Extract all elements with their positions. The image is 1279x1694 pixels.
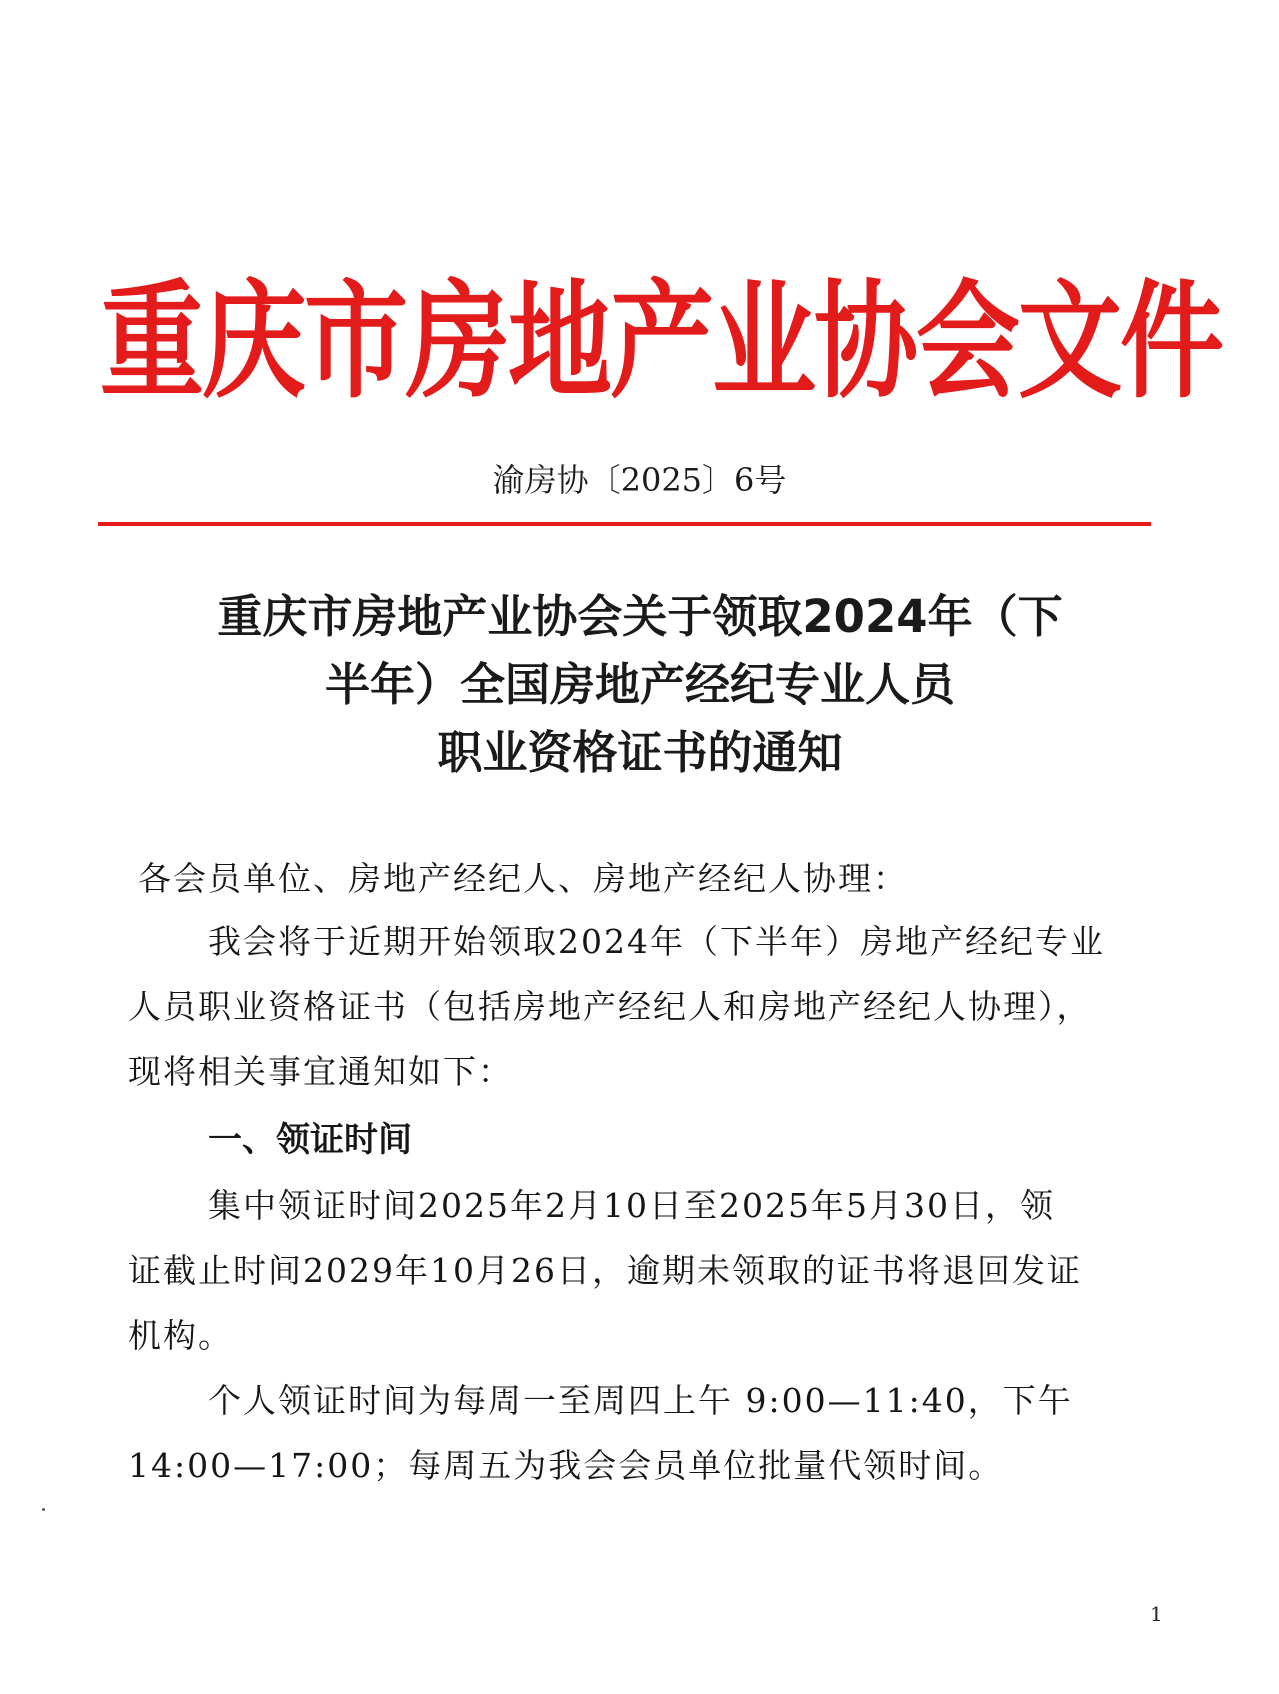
section-heading-collection-time: 一、领证时间 [208,1120,412,1160]
collection-period-line-1: 集中领证时间2025年2月10日至2025年5月30日，领 [208,1186,1055,1225]
collection-period-line-3: 机构。 [128,1316,233,1355]
collection-period-line-2: 证截止时间2029年10月26日，逾期未领取的证书将退回发证 [128,1251,1082,1290]
masthead-title: 重庆市房地产业协会文件 [100,267,1223,416]
intro-line-1: 我会将于近期开始领取2024年（下半年）房地产经纪专业 [208,922,1105,961]
scan-speck [42,1508,45,1511]
notice-title-line-2: 半年）全国房地产经纪专业人员 [324,658,955,711]
page-number: 1 [1150,1602,1163,1626]
intro-line-3: 现将相关事宜通知如下： [128,1052,513,1091]
document-number: 渝房协〔2025〕6号 [492,461,787,499]
red-divider-line [98,522,1151,526]
salutation: 各会员单位、房地产经纪人、房地产经纪人协理： [138,859,908,898]
notice-title-line-3: 职业资格证书的通知 [437,726,843,779]
intro-line-2: 人员职业资格证书（包括房地产经纪人和房地产经纪人协理）， [128,987,1092,1026]
office-hours-line-2: 14:00—17:00；每周五为我会会员单位批量代领时间。 [128,1446,1004,1485]
office-hours-line-1: 个人领证时间为每周一至周四上午 9:00—11:40，下午 [208,1381,1073,1420]
notice-title-line-1: 重庆市房地产业协会关于领取2024年（下 [217,590,1063,643]
